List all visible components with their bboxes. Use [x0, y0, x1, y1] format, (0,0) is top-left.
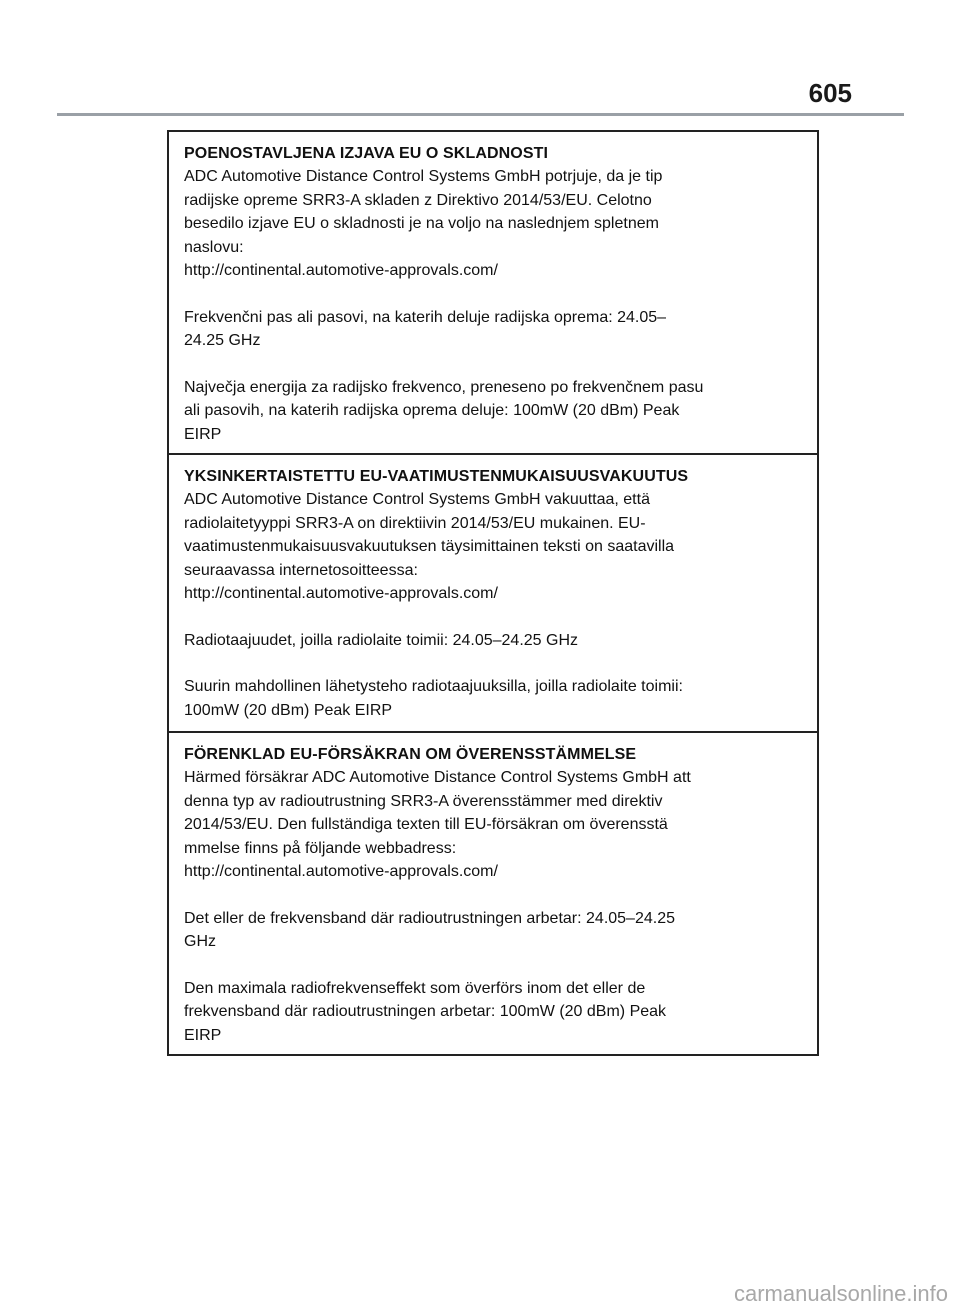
- url-text: http://continental.automotive-approvals.com/: [184, 863, 498, 880]
- frequency-line: Det eller de frekvensband där radioutrustningen arbetar: 24.05–24.25: [184, 909, 675, 927]
- frequency-line: Frekvenčni pas ali pasovi, na katerih deluje radijska oprema: 24.05–: [184, 308, 667, 326]
- power-line: EIRP: [184, 1026, 222, 1044]
- power-line: Den maximala radiofrekvenseffekt som överförs inom det eller de: [184, 979, 646, 997]
- text-line: ADC Automotive Distance Control Systems GmbH vakuuttaa, että: [184, 491, 650, 508]
- text-line: besedilo izjave EU o skladnosti je na voljo na naslednjem spletnem: [184, 215, 659, 232]
- page-number: 605: [808, 78, 852, 108]
- text-line: naslovu:: [184, 238, 244, 256]
- spacer: [184, 353, 807, 376]
- section-title: YKSINKERTAISTETTU EU-VAATIMUSTENMUKAISUUSVAKUUTUS: [184, 468, 689, 485]
- frequency-line: Radiotaajuudet, joilla radiolaite toimii: 24.05–24.25 GHz: [184, 631, 579, 649]
- watermark-text: carmanualsonline.info: [733, 1281, 948, 1306]
- power-line: ali pasovih, na katerih radijska oprema deluje: 100mW (20 dBm) Peak: [184, 402, 680, 419]
- frequency-line: GHz: [184, 933, 216, 950]
- spacer: [184, 283, 807, 306]
- text-line: radiolaitetyyppi SRR3-A on direktiivin 2014/53/EU mukainen. EU-: [184, 514, 646, 532]
- text-line: ADC Automotive Distance Control Systems GmbH potrjuje, da je tip: [184, 168, 663, 185]
- header-rule: [57, 113, 904, 116]
- url-text: http://continental.automotive-approvals.com/: [184, 262, 498, 279]
- section-title: FÖRENKLAD EU-FÖRSÄKRAN OM ÖVERENSSTÄMMELSE: [184, 746, 637, 763]
- text-line: radijske opreme SRR3-A skladen z Direktivo 2014/53/EU. Celotno: [184, 191, 652, 209]
- spacer: [184, 954, 807, 977]
- text-line: seuraavassa internetosoitteessa:: [184, 561, 418, 579]
- power-line: Največja energija za radijsko frekvenco, preneseno po frekvenčnem pasu: [184, 378, 704, 396]
- declaration-slovenian: [169, 132, 817, 453]
- spacer: [184, 884, 807, 907]
- declaration-finnish: [169, 453, 817, 731]
- power-line: 100mW (20 dBm) Peak EIRP: [184, 701, 393, 719]
- frequency-line: 24.25 GHz: [184, 332, 261, 349]
- power-line: EIRP: [184, 425, 222, 443]
- declaration-swedish: [169, 731, 817, 1054]
- spacer: [184, 652, 807, 675]
- text-line: mmelse finns på följande webbadress:: [184, 839, 457, 857]
- text-line: 2014/53/EU. Den fullständiga texten till EU-försäkran om överensstä: [184, 816, 668, 833]
- text-line: denna typ av radioutrustning SRR3-A överensstämmer med direktiv: [184, 792, 663, 810]
- url-text: http://continental.automotive-approvals.com/: [184, 585, 498, 602]
- power-line: frekvensband där radioutrustningen arbetar: 100mW (20 dBm) Peak: [184, 1003, 667, 1020]
- power-line: Suurin mahdollinen lähetysteho radiotaajuuksilla, joilla radiolaite toimii:: [184, 678, 683, 695]
- text-line: Härmed försäkrar ADC Automotive Distance Control Systems GmbH att: [184, 769, 691, 786]
- text-line: vaatimustenmukaisuusvakuutuksen täysimittainen teksti on saatavilla: [184, 538, 675, 555]
- declaration-table: [167, 130, 819, 1056]
- spacer: [184, 606, 807, 629]
- section-title: POENOSTAVLJENA IZJAVA EU O SKLADNOSTI: [184, 145, 549, 162]
